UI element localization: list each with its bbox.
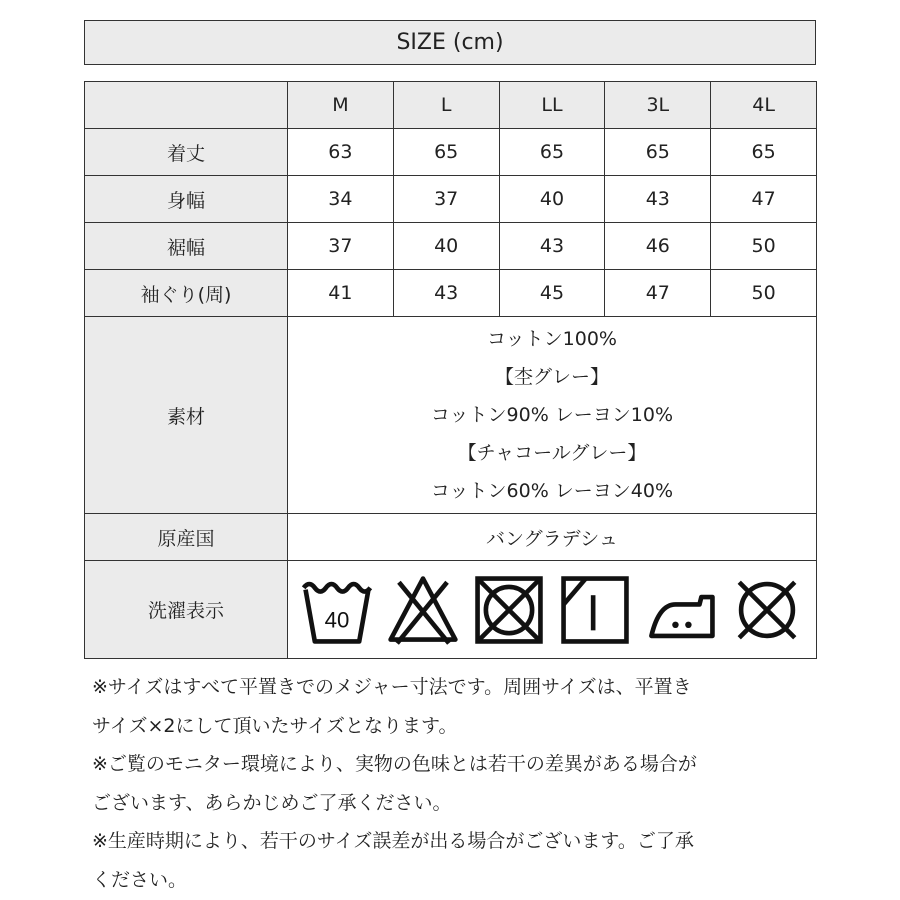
size-table: [84, 81, 817, 659]
note-line: ※生産時期により、若干のサイズ誤差が出る場合がございます。ご了承: [92, 830, 694, 852]
table-row: [85, 129, 817, 176]
size-title-text: SIZE (cm): [396, 30, 504, 55]
note-line: ※ご覧のモニター環境により、実物の色味とは若干の差異がある場合が: [92, 753, 697, 775]
table-cell: 50: [711, 270, 817, 317]
table-cell: 45: [499, 270, 605, 317]
size-header-3l: 3L: [605, 82, 711, 129]
no-bleach-icon: [386, 573, 460, 647]
wash-40-icon: [300, 573, 374, 647]
table-cell: 65: [499, 129, 605, 176]
wash-temp-text: 40: [324, 607, 350, 633]
row-label-armhole: 袖ぐり(周): [85, 270, 288, 317]
row-label-width: 身幅: [85, 176, 288, 223]
table-cell: 63: [288, 129, 394, 176]
table-cell: 65: [393, 129, 499, 176]
size-header-l: L: [393, 82, 499, 129]
origin-label: 原産国: [85, 514, 288, 561]
note-line: ございます、あらかじめご了承ください。: [92, 791, 452, 814]
material-line: コットン90% レーヨン10%: [430, 404, 674, 426]
care-row: [85, 561, 817, 659]
material-line: 【チャコールグレー】: [457, 442, 647, 464]
table-cell: 34: [288, 176, 394, 223]
table-cell: 65: [711, 129, 817, 176]
table-row: [85, 176, 817, 223]
table-cell: 43: [393, 270, 499, 317]
no-tumble-dry-icon: [472, 573, 546, 647]
size-header-4l: 4L: [711, 82, 817, 129]
row-label-hem-width: 裾幅: [85, 223, 288, 270]
table-cell: 37: [288, 223, 394, 270]
care-icons-cell: [288, 561, 817, 659]
origin-row: [85, 514, 817, 561]
material-line: コットン60% レーヨン40%: [430, 480, 674, 502]
table-cell: 40: [499, 176, 605, 223]
iron-medium-icon: [644, 573, 718, 647]
table-cell: 43: [499, 223, 605, 270]
origin-value: バングラデシュ: [288, 514, 817, 561]
table-cell: 65: [605, 129, 711, 176]
table-cell: 50: [711, 223, 817, 270]
material-label: 素材: [85, 317, 288, 514]
material-row: [85, 317, 817, 514]
care-icons: [288, 573, 816, 647]
table-cell: 37: [393, 176, 499, 223]
table-cell: 47: [605, 270, 711, 317]
note-line: ください。: [92, 868, 188, 891]
table-row: [85, 223, 817, 270]
size-header-m: M: [288, 82, 394, 129]
table-cell: 41: [288, 270, 394, 317]
note-line: ※サイズはすべて平置きでのメジャー寸法です。周囲サイズは、平置き: [92, 676, 692, 698]
care-label: 洗濯表示: [85, 561, 288, 659]
material-line: 【杢グレー】: [494, 366, 609, 388]
table-cell: 46: [605, 223, 711, 270]
size-header-ll: LL: [499, 82, 605, 129]
table-row: [85, 270, 817, 317]
table-cell: 47: [711, 176, 817, 223]
table-cell: 40: [393, 223, 499, 270]
no-dry-clean-icon: [730, 573, 804, 647]
size-title: [84, 20, 816, 65]
material-line: コットン100%: [487, 328, 617, 350]
line-dry-shade-icon: [558, 573, 632, 647]
material-value: [288, 317, 817, 514]
row-label-length: 着丈: [85, 129, 288, 176]
note-line: サイズ×2にして頂いたサイズとなります。: [92, 714, 458, 737]
header-corner-cell: [85, 82, 288, 129]
size-header-row: [85, 82, 817, 129]
table-cell: 43: [605, 176, 711, 223]
notes: [92, 668, 812, 899]
